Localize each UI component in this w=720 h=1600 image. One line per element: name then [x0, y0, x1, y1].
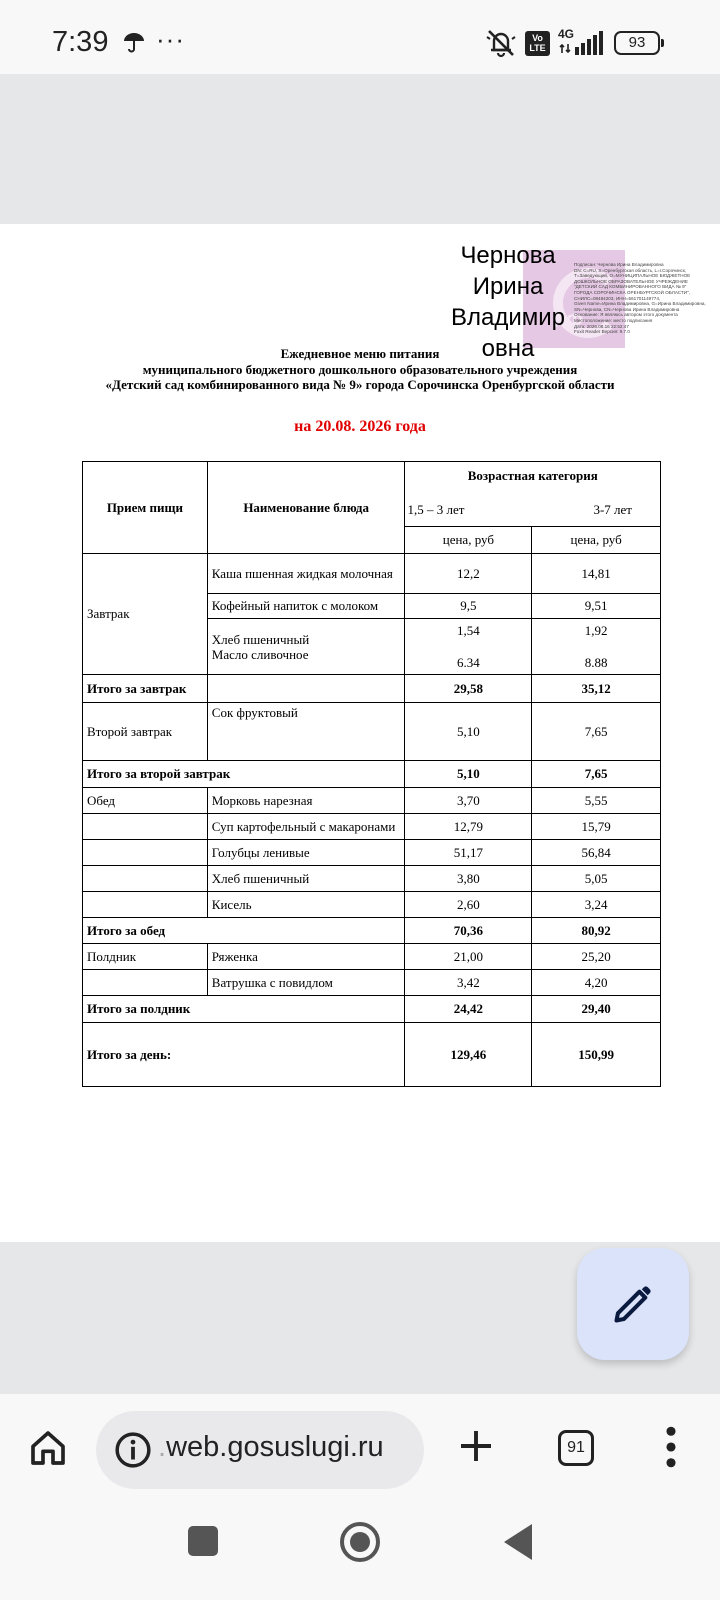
dish-name: Суп картофельный с макаронами [207, 814, 405, 840]
table-row: Обед Морковь нарезная 3,70 5,55 [83, 788, 661, 814]
dish-name: Хлеб пшеничный [207, 866, 405, 892]
home-icon[interactable] [28, 1428, 68, 1468]
meal-snack: Полдник [83, 944, 208, 970]
table-row: Хлеб пшеничный 3,80 5,05 [83, 866, 661, 892]
bell-off-icon [485, 28, 517, 58]
meal-second-breakfast: Второй завтрак [83, 703, 208, 761]
table-row: Хлеб пшеничный Масло сливочное 1,54 6.34 1,92 8.88 [83, 619, 661, 675]
info-icon[interactable] [114, 1431, 152, 1469]
tab-switcher-button[interactable]: 91 [558, 1430, 594, 1466]
address-bar[interactable] [96, 1411, 424, 1489]
header-age-category: Возрастная категория 1,5 – 3 лет 3-7 лет [405, 462, 661, 527]
total-row: Итого за обед 70,36 80,92 [83, 918, 661, 944]
dish-name: Морковь нарезная [207, 788, 405, 814]
header-age-b: 3-7 лет [593, 502, 632, 517]
header-meal: Прием пищи [83, 462, 208, 554]
meal-lunch: Обед [83, 788, 208, 814]
more-vert-icon[interactable] [664, 1426, 678, 1468]
signature-details: Подписан: Чернова Ирина Владимировна DN: C=RU, S=Оренбургская область, L=г.Сорочинск, T=Заведующий, O=МУНИЦИПАЛЬНОЕ БЮДЖЕТНОЕ ДОШКОЛЬНОЕ ОБРАЗОВАТЕЛЬНОЕ УЧРЕЖДЕНИЕ "ДЕТСКИЙ САД КОМБИНИРОВАННОГО ВИДА № 9" ГОРОДА СОРОЧИНСКА ОРЕНБУРГСКОЙ ОБЛАСТИ", СНИЛС=08484203, ИНН=561701149774, Given Name=Ирина Владимировна, G=Ирина Владимировна, SN=Чернова, CN=Чернова Ирина Владимировна Основание: Я являюсь автором этого документа Местоположение: место подписания Дата: 2026.08.16 22:52:47 Foxit Reader Версия: 9.7.0 [574, 262, 706, 335]
table-row: Кисель 2,60 3,24 [83, 892, 661, 918]
table-row: Кофейный напиток с молоком 9,5 9,51 [83, 594, 661, 619]
menu-date: на 20.08. 2026 года [294, 418, 426, 435]
header-price-b: цена, руб [532, 527, 661, 554]
status-bar [0, 0, 720, 74]
dish-name: Сок фруктовый [207, 703, 405, 761]
status-indicators [485, 28, 660, 58]
home-nav-button[interactable] [340, 1522, 380, 1562]
battery-indicator: 93 [614, 31, 660, 55]
day-total-row: Итого за день: 129,46 150,99 [83, 1023, 661, 1087]
header-age-a: 1,5 – 3 лет [407, 502, 465, 517]
header-price-a: цена, руб [405, 527, 532, 554]
table-row: Суп картофельный с макаронами 12,79 15,79 [83, 814, 661, 840]
total-row: Итого за завтрак 29,58 35,12 [83, 675, 661, 703]
dish-name: Кисель [207, 892, 405, 918]
network-type: 4G [558, 27, 575, 41]
menu-table [82, 461, 661, 1087]
dish-name: Хлеб пшеничный Масло сливочное [207, 619, 405, 675]
recents-button[interactable] [188, 1526, 218, 1556]
url-text[interactable]: .web.gosuslugi.ru [158, 1431, 384, 1463]
pencil-icon [611, 1282, 655, 1326]
status-overflow-dots: ··· [156, 24, 185, 54]
volte-badge: Vo LTE [525, 31, 550, 56]
dish-name: Ряженка [207, 944, 405, 970]
viewer-background-top [0, 74, 720, 224]
header-dish: Наименование блюда [207, 462, 405, 554]
signal-indicator [558, 29, 606, 57]
status-time: 7:39 [52, 26, 109, 58]
total-row: Итого за полдник 24,42 29,40 [83, 996, 661, 1023]
signature-name: Чернова Ирина Владимир овна [450, 242, 566, 362]
system-navigation-bar [0, 1502, 720, 1600]
table-row: Второй завтрак Сок фруктовый 5,10 7,65 [83, 703, 661, 761]
document-title: Ежедневное меню питания муниципального бюджетного дошкольного образовательного учреждения «Детский сад комбинированного вида № 9» города Сорочинска Оренбургской области [105, 346, 615, 392]
table-row: Голубцы ленивые 51,17 56,84 [83, 840, 661, 866]
meal-breakfast: Завтрак [83, 554, 208, 675]
total-row: Итого за второй завтрак 5,10 7,65 [83, 761, 661, 788]
umbrella-icon [122, 30, 146, 54]
document-page [0, 224, 720, 1242]
back-button[interactable] [504, 1524, 532, 1560]
signal-bars-icon [558, 29, 606, 57]
dish-name: Ватрушка с повидлом [207, 970, 405, 996]
dish-name: Каша пшенная жидкая молочная [207, 554, 405, 594]
table-row: Полдник Ряженка 21,00 25,20 [83, 944, 661, 970]
dish-name: Голубцы ленивые [207, 840, 405, 866]
dish-name: Кофейный напиток с молоком [207, 594, 405, 619]
plus-icon[interactable] [458, 1428, 494, 1464]
browser-toolbar [0, 1394, 720, 1502]
table-row: Ватрушка с повидлом 3,42 4,20 [83, 970, 661, 996]
edit-fab-button[interactable] [577, 1248, 689, 1360]
table-row: Завтрак Каша пшенная жидкая молочная 12,2 14,81 [83, 554, 661, 594]
